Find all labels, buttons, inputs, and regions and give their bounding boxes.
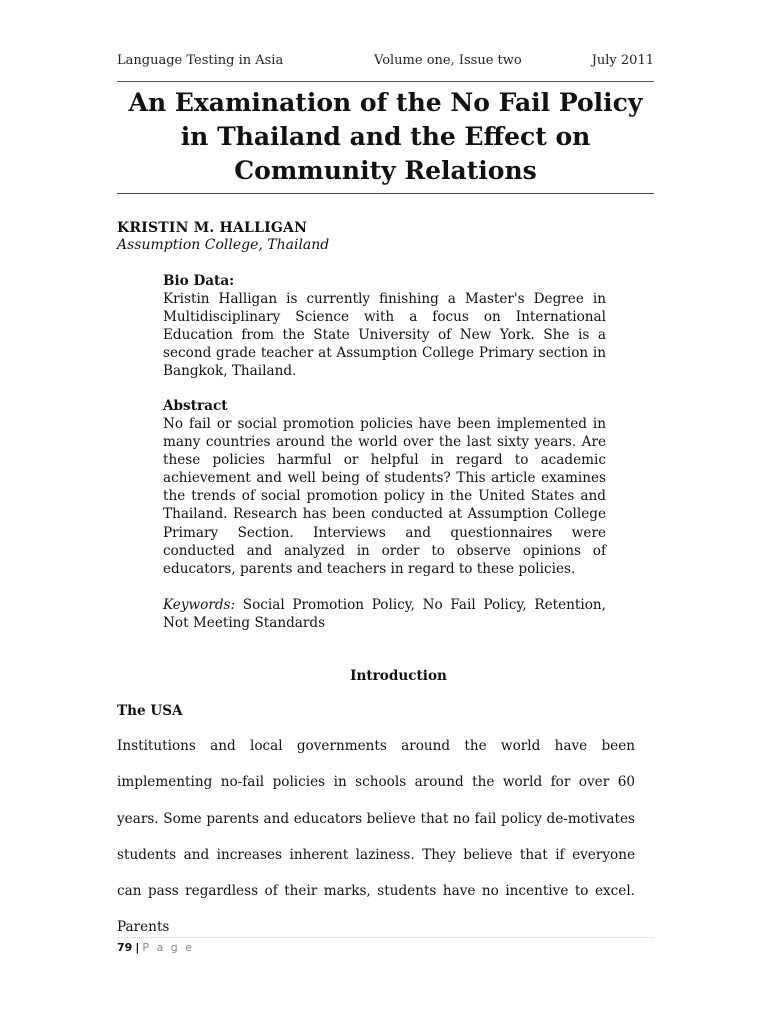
keywords bbox=[163, 596, 606, 632]
keywords-text: Social Promotion Policy, No Fail Policy, Retention, Not Meeting Standards bbox=[163, 597, 606, 632]
subsection-heading: The USA bbox=[117, 703, 183, 719]
title-divider bbox=[117, 193, 654, 194]
footer-divider bbox=[117, 937, 654, 938]
abstract-text: No fail or social promotion policies have been implemented in many countries around the world over the last sixty years. Are these policies harmful or helpful in regard to academic achievement and well being of students? This article examines the trends of social promotion policy in the United States and Thailand. Research has been conducted at Assumption College Primary Section. Interviews and questionnaires were conducted and analyzed in order to observe opinions of educators, parents and teachers in regard to these policies. bbox=[163, 416, 606, 577]
author-name: KRISTIN M. HALLIGAN bbox=[117, 220, 308, 236]
issue-date: July 2011 bbox=[591, 53, 654, 68]
page-label: P a g e bbox=[142, 941, 194, 954]
author-affiliation: Assumption College, Thailand bbox=[117, 237, 330, 253]
footer-separator: | bbox=[135, 941, 140, 954]
section-heading: Introduction bbox=[350, 668, 447, 684]
keywords-label: Keywords: bbox=[163, 597, 236, 613]
article-title: An Examination of the No Fail Policy in Thailand and the Effect on Community Relations bbox=[128, 88, 643, 185]
bio-text: Kristin Halligan is currently finishing a Master's Degree in Multidisciplinary Science with a focus on International Education from the State University of New York. She is a second grade teacher at Assumption College Primary section in Bangkok, Thailand. bbox=[163, 291, 606, 380]
bio-heading: Bio Data: bbox=[163, 273, 235, 289]
header-divider bbox=[117, 81, 654, 82]
page-footer bbox=[117, 941, 194, 954]
abstract-heading: Abstract bbox=[163, 398, 228, 414]
volume-issue: Volume one, Issue two bbox=[374, 53, 522, 68]
body-paragraph: Institutions and local governments around the world have been implementing no-fail policies in schools around the world for over 60 years. Some parents and educators believe that no fail policy de-motivates students and increases inherent laziness. They believe that if everyone can pass regardless of their marks, students have no incentive to excel. Parents bbox=[117, 738, 635, 936]
page-number: 79 bbox=[117, 941, 133, 954]
journal-name: Language Testing in Asia bbox=[117, 53, 284, 68]
